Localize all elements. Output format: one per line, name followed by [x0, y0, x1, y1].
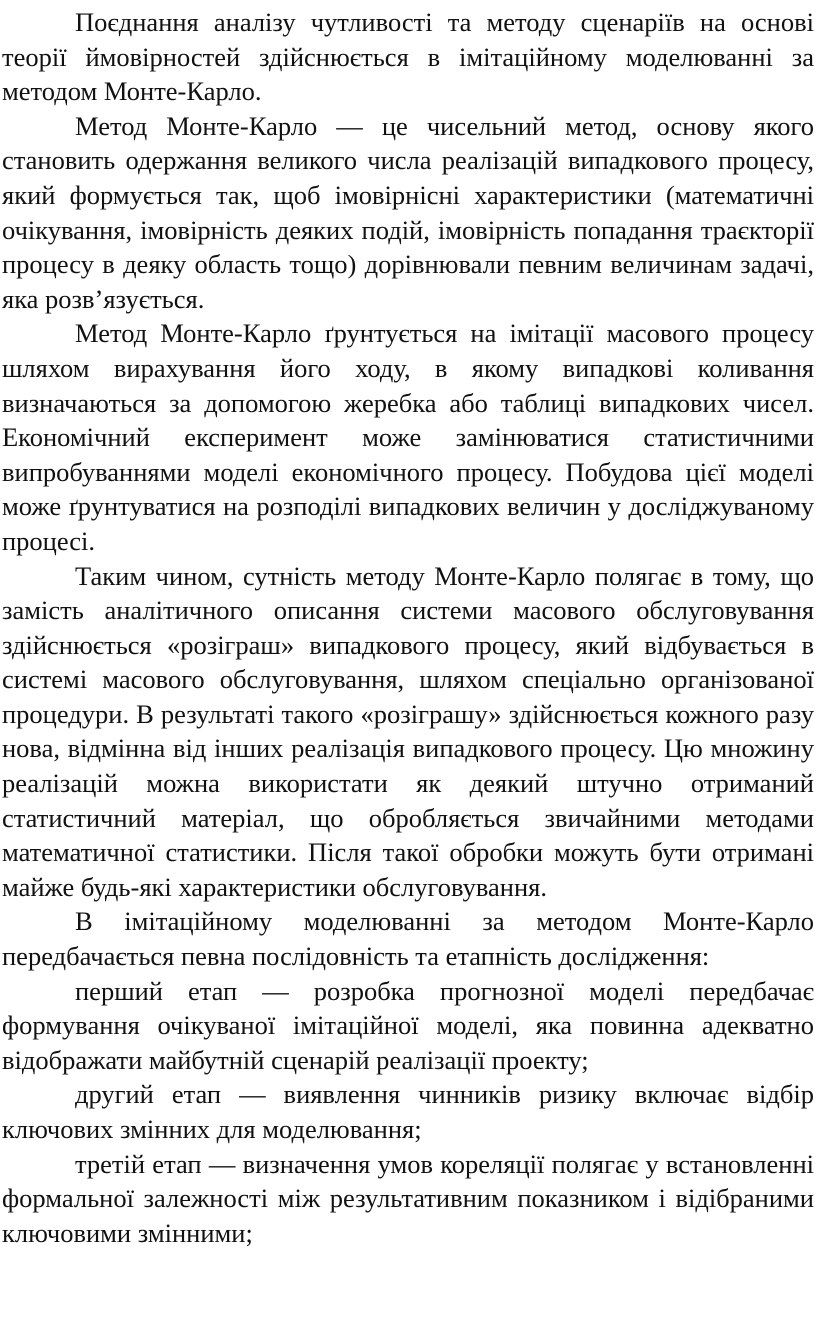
- paragraph-stage-three: третій етап — визначення умов кореляції полягає у встановленні формальної залежності між результативним показником і відібраними ключовими змінними;: [2, 1148, 814, 1248]
- paragraph-monte-carlo-definition: Метод Монте-Карло — це чисельний метод, основу якого становить одержання великого числа реалізацій випадкового процесу, який формується так, щоб імовірнісні характеристики (математичні очікування, імовірність деяких подій, імовірність попадання траєкторії процесу в деяку область тощо) дорівнювали певним величинам задачі, яка розв’язується.: [2, 110, 814, 314]
- paragraph-stage-one: перший етап — розробка прогнозної моделі передбачає формування очікуваної імітаційної моделі, яка повинна адекватно відображати майбутній сценарій реалізації проекту;: [2, 975, 814, 1075]
- paragraph-imitation-basis: Метод Монте-Карло ґрунтується на імітації масового процесу шляхом вирахування його ходу, в якому випадкові коливання визначаються за допомогою жеребка або таблиці випадкових чисел. Економічний експеримент може замінюватися статистичними випробуваннями моделі економічного процесу. Побудова цієї моделі може ґрунтуватися на розподілі випадкових величин у досліджуваному процесі.: [2, 318, 814, 556]
- paragraph-stage-two: другий етап — виявлення чинників ризику включає відбір ключових змінних для моделювання;: [2, 1079, 814, 1144]
- document-page: [2, 5, 814, 1250]
- paragraph-method-essence: Таким чином, сутність методу Монте-Карло полягає в тому, що замість аналітичного описання системи масового обслуговування здійснюється «розіграш» випадкового процесу, який відбувається в системі масового обслуговування, шляхом спеціально організованої процедури. В результаті такого «розіграшу» здійснюється кожного разу нова, відмінна від інших реалізація випадкового процесу. Цю множину реалізацій можна використати як деякий штучно отриманий статистичний матеріал, що обробляється звичайними методами математичної статистики. Після такої обробки можуть бути отримані майже будь-які характеристики обслуговування.: [2, 560, 814, 902]
- paragraph-monte-carlo-intro: Поєднання аналізу чутливості та методу сценаріїв на основі теорії ймовірностей здійснюється в імітаційному моделюванні за методом Монте-Карло.: [2, 7, 814, 107]
- paragraph-research-stages: В імітаційному моделюванні за методом Монте-Карло передбачається певна послідовність та етапність дослідження:: [2, 906, 814, 972]
